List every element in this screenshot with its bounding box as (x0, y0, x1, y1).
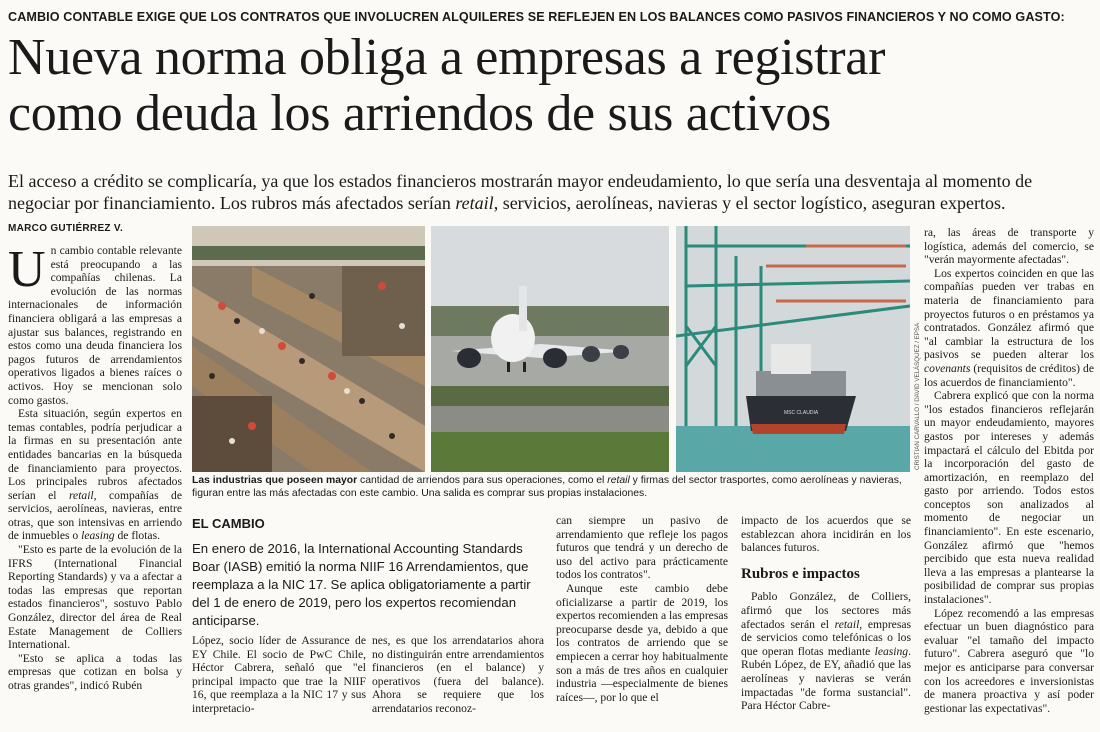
column-5 (741, 514, 911, 713)
paragraph: nes, es que los arrendatarios ahora no distinguirán entre arrendamientos financieros (en el balance) y operativos (fuera del balance). Ahora se requiere que los arrendatarios reconoz- (372, 634, 544, 715)
standfirst-retail: retail (455, 193, 494, 213)
paragraph-text: , compañías de servicios, aerolíneas, navieras, entre otras, que son intensivas en arriendo de inmuebles o (8, 488, 182, 543)
paragraph-text: Pablo González, de Colliers, afirmó que los sectores más afectados serán el (741, 590, 911, 631)
port-ship-photo (676, 226, 910, 472)
italic-term: leasing (81, 529, 115, 543)
paragraph-text: n cambio contable relevante está preocupando a las compañías chilenas. La evolución de las normas internacionales de información financiera obligará a las empresas a ajustar sus balances, registrando en estos como una deuda financiera los pagos futuros de arrendamientos operativos ligados a bienes raíces o activos. Hoy se mencionan solo como gastos. (8, 244, 182, 407)
paragraph-text: de flotas. (114, 529, 160, 543)
paragraph (924, 267, 1094, 389)
caption-text: cantidad de arriendos para sus operaciones, como el (357, 475, 608, 486)
airplanes-photo (431, 226, 669, 472)
paragraph-text: Esta situación, según expertos en temas contables, podría perjudicar a la firmas en su presentación ante entidades bancarias en la búsqueda de financiamiento para proyectos. Los principales rubros afectados serían el (8, 407, 182, 502)
paragraph: Aunque este cambio debe oficializarse a partir de 2019, los expertos recomienden a las empresas preocuparse desde ya, debido a que los contratos de arriendo que se empiecen a cerrar hoy habitualmente son a más de tres años en cualquier industria —especialmente de bienes raíces—, por lo que el (556, 581, 728, 704)
paragraph: impacto de los acuerdos que se establezcan ahora incidirán en los balances futuros. (741, 514, 911, 555)
credit-svg (910, 226, 922, 472)
standfirst-text: El acceso a crédito se complicaría, ya que los estados financieros mostrarán mayor endeudamiento, lo que sería una desventaja al momento de negociar por financiamiento. Los rubros más afectados serían (8, 171, 1033, 213)
caption-italic: retail (607, 475, 630, 486)
headline (8, 30, 1098, 142)
photo-strip (192, 226, 910, 472)
byline: MARCO GUTIÉRREZ V. (8, 223, 124, 234)
italic-term: retail (834, 617, 860, 631)
port-photo-image (676, 226, 910, 472)
paragraph-text: Los expertos coinciden en que las compañías pueden ver trabas en materia de financiamiento para proyectos futuros o en préstamos ya contratados. González afirmó que "al cambiar la estructura de los pasivos se pueden alterar los (924, 266, 1094, 362)
mall-photo-image (192, 226, 425, 472)
italic-term: covenants (924, 361, 971, 375)
drop-cap: U (8, 241, 46, 298)
box-text: En enero de 2016, la International Accounting Standards Boar (IASB) emitió la norma NIIF 16 Arrendamientos, que reemplaza a la NIC 17. Se aplica obligatoriamente a partir del 1 de enero de 2019, pero los expertos recomiendan anticiparse. (192, 541, 531, 628)
headline-line-1: Nueva norma obliga a empresas a registrar (8, 29, 886, 86)
caption-lead: Las industrias que poseen mayor (192, 475, 358, 486)
paragraph (8, 241, 182, 407)
paragraph: López, socio líder de Assurance de EY Chile. El socio de PwC Chile, Héctor Cabrera, señaló que "el principal impacto que trae la NIIF 16, que reemplaza a la NIC 17 y sus interpretacio- (192, 634, 366, 715)
paragraph: can siempre un pasivo de arrendamiento que refleje los pagos futuros que tendrá y un derecho de uso del activo para prácticamente todos los contratos". (556, 514, 728, 582)
italic-term: retail (68, 488, 94, 502)
paragraph: "Esto se aplica a todas las empresas que cotizan en bolsa y otras grandes", indicó Rubén (8, 651, 182, 692)
headline-line-2: como deuda los arriendos de sus activos (8, 85, 831, 142)
italic-term: leasing (874, 644, 909, 658)
mall-escalators-photo (192, 226, 425, 472)
column-1 (8, 241, 182, 693)
paragraph: López recomendó a las empresas efectuar un buen diagnóstico para evaluar "el tamaño del impacto futuro". Cabrera aseguró que "lo mejor es anticiparse para conversar con los acreedores e inversionistas de manera proactiva y así poder gestionar las expectativas". (924, 606, 1094, 715)
paragraph-text: . Rubén López, de EY, añadió que las aerolíneas y navieras se verán impactadas "de forma sustancial". Para Héctor Cabre- (741, 644, 911, 713)
ship-name: MSC CLAUDIA (784, 410, 819, 416)
paragraph (8, 407, 182, 543)
box-title: EL CAMBIO (192, 516, 265, 531)
paragraph: "Esto es parte de la evolución de la IFRS (International Financial Reporting Standards) y va a afectar a todas las empresas que reportan estados financieros", sostuvo Pablo González, director del área de Real Estate Management de Colliers International. (8, 543, 182, 652)
paragraph (741, 590, 911, 712)
airplane-photo-image (431, 226, 669, 472)
paragraph: Cabrera explicó que con la norma "los estados financieros reflejarán un mayor endeudamiento, mayores gastos por intereses y además impactará el cálculo del Ebitda por la incorporación del gasto de amortización, en reemplazo del gasto por arriendo. Todos estos conceptos son analizados al momento de negociar un financiamiento". En este escenario, González afirmó que "hemos percibido que esta nueva realidad lleva a las empresas a plantearse la posibilidad de comprar sus propias instalaciones". (924, 389, 1094, 607)
column-2 (192, 634, 366, 716)
standfirst-text-end: , servicios, aerolíneas, navieras y el sector logístico, aseguran expertos. (493, 193, 1006, 213)
column-4 (556, 514, 728, 704)
column-6 (924, 226, 1094, 715)
paragraph-text: , empresas de servicios como telefónicas o los que operan flotas mediante (741, 617, 912, 658)
paragraph-text: (requisitos de créditos) de los acuerdos de financiamiento". (924, 361, 1094, 389)
photo-caption (192, 474, 910, 500)
kicker: CAMBIO CONTABLE EXIGE QUE LOS CONTRATOS QUE INVOLUCREN ALQUILERES SE REFLEJEN EN LOS BALANCES COMO PASIVOS FINANCIEROS Y NO COMO GASTO: (8, 10, 1065, 24)
photo-credit (910, 226, 922, 472)
standfirst (8, 170, 1098, 214)
paragraph: ra, las áreas de transporte y logística, además del comercio, se "verán mayormente afectadas". (924, 226, 1094, 267)
subhead: Rubros e impactos (741, 565, 860, 582)
column-3 (372, 634, 544, 716)
photo-credit-text: CRISTIAN CARVALLO / DAVID VELÁSQUEZ / EPSA (914, 322, 921, 470)
caption-text-end: y firmas del sector trasportes, como aerolíneas y navieras, figuran entre las más afectadas con este cambio. Una salida es comprar sus propias instalaciones. (192, 475, 902, 499)
